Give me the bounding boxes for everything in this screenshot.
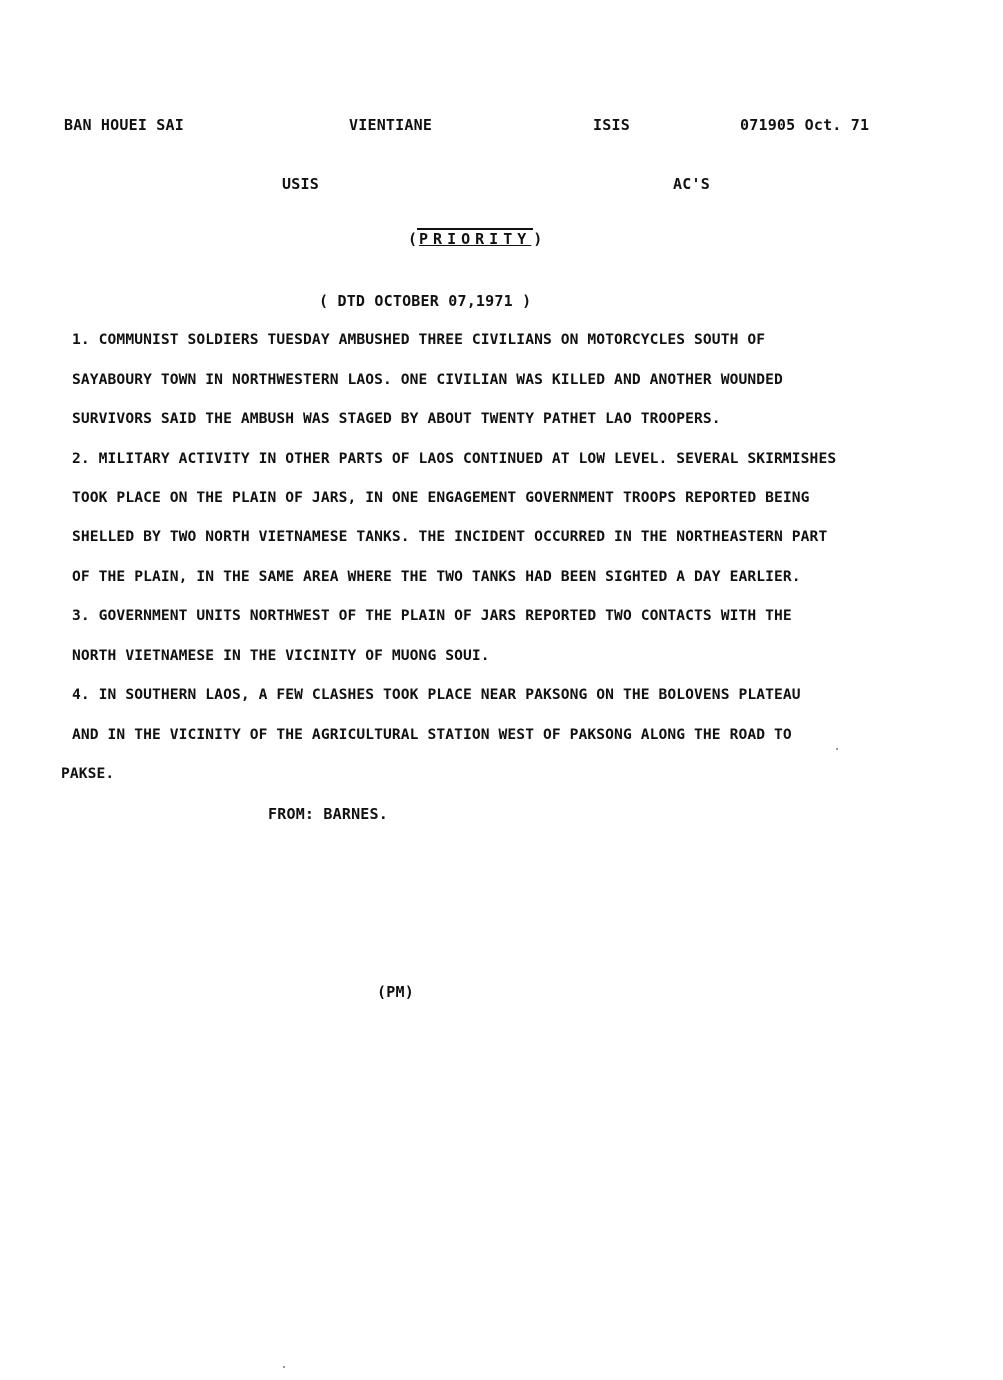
typist-initials: (PM) [377, 983, 414, 1001]
body-line: 3. GOVERNMENT UNITS NORTHWEST OF THE PLAIN OF JARS REPORTED TWO CONTACTS WITH THE [72, 607, 792, 624]
header-to-office: AC'S [673, 175, 710, 193]
body-line: AND IN THE VICINITY OF THE AGRICULTURAL STATION WEST OF PAKSONG ALONG THE ROAD TO [72, 726, 792, 743]
body-line: NORTH VIETNAMESE IN THE VICINITY OF MUONG SOUI. [72, 647, 490, 664]
scan-speck [836, 748, 838, 750]
signature: FROM: BARNES. [268, 805, 388, 823]
header-from-office: USIS [282, 175, 319, 193]
body-line: PAKSE. [61, 765, 115, 782]
body-line: OF THE PLAIN, IN THE SAME AREA WHERE THE TWO TANKS HAD BEEN SIGHTED A DAY EARLIER. [72, 568, 801, 585]
priority-label: PRIORITY [419, 230, 532, 248]
body-line: 4. IN SOUTHERN LAOS, A FEW CLASHES TOOK PLACE NEAR PAKSONG ON THE BOLOVENS PLATEAU [72, 686, 801, 703]
body-line: TOOK PLACE ON THE PLAIN OF JARS, IN ONE ENGAGEMENT GOVERNMENT TROOPS REPORTED BEING [72, 489, 810, 506]
body-line: SAYABOURY TOWN IN NORTHWESTERN LAOS. ONE CIVILIAN WAS KILLED AND ANOTHER WOUNDED [72, 371, 783, 388]
header-agency: ISIS [593, 116, 630, 134]
header-origin: BAN HOUEI SAI [64, 116, 184, 134]
dated-line: ( DTD OCTOBER 07,1971 ) [319, 292, 532, 310]
body-line: 1. COMMUNIST SOLDIERS TUESDAY AMBUSHED THREE CIVILIANS ON MOTORCYCLES SOUTH OF [72, 331, 766, 348]
header-datetime: 071905 Oct. 71 [740, 116, 870, 134]
body-line: 2. MILITARY ACTIVITY IN OTHER PARTS OF LAOS CONTINUED AT LOW LEVEL. SEVERAL SKIRMISHES [72, 450, 837, 467]
scan-speck [283, 1366, 285, 1368]
priority-close-paren: ) [533, 230, 543, 248]
header-destination: VIENTIANE [349, 116, 433, 134]
priority-open-paren: ( [408, 230, 418, 248]
priority-marker [408, 230, 542, 248]
body-line: SHELLED BY TWO NORTH VIETNAMESE TANKS. THE INCIDENT OCCURRED IN THE NORTHEASTERN PART [72, 528, 828, 545]
body-line: SURVIVORS SAID THE AMBUSH WAS STAGED BY ABOUT TWENTY PATHET LAO TROOPERS. [72, 410, 721, 427]
